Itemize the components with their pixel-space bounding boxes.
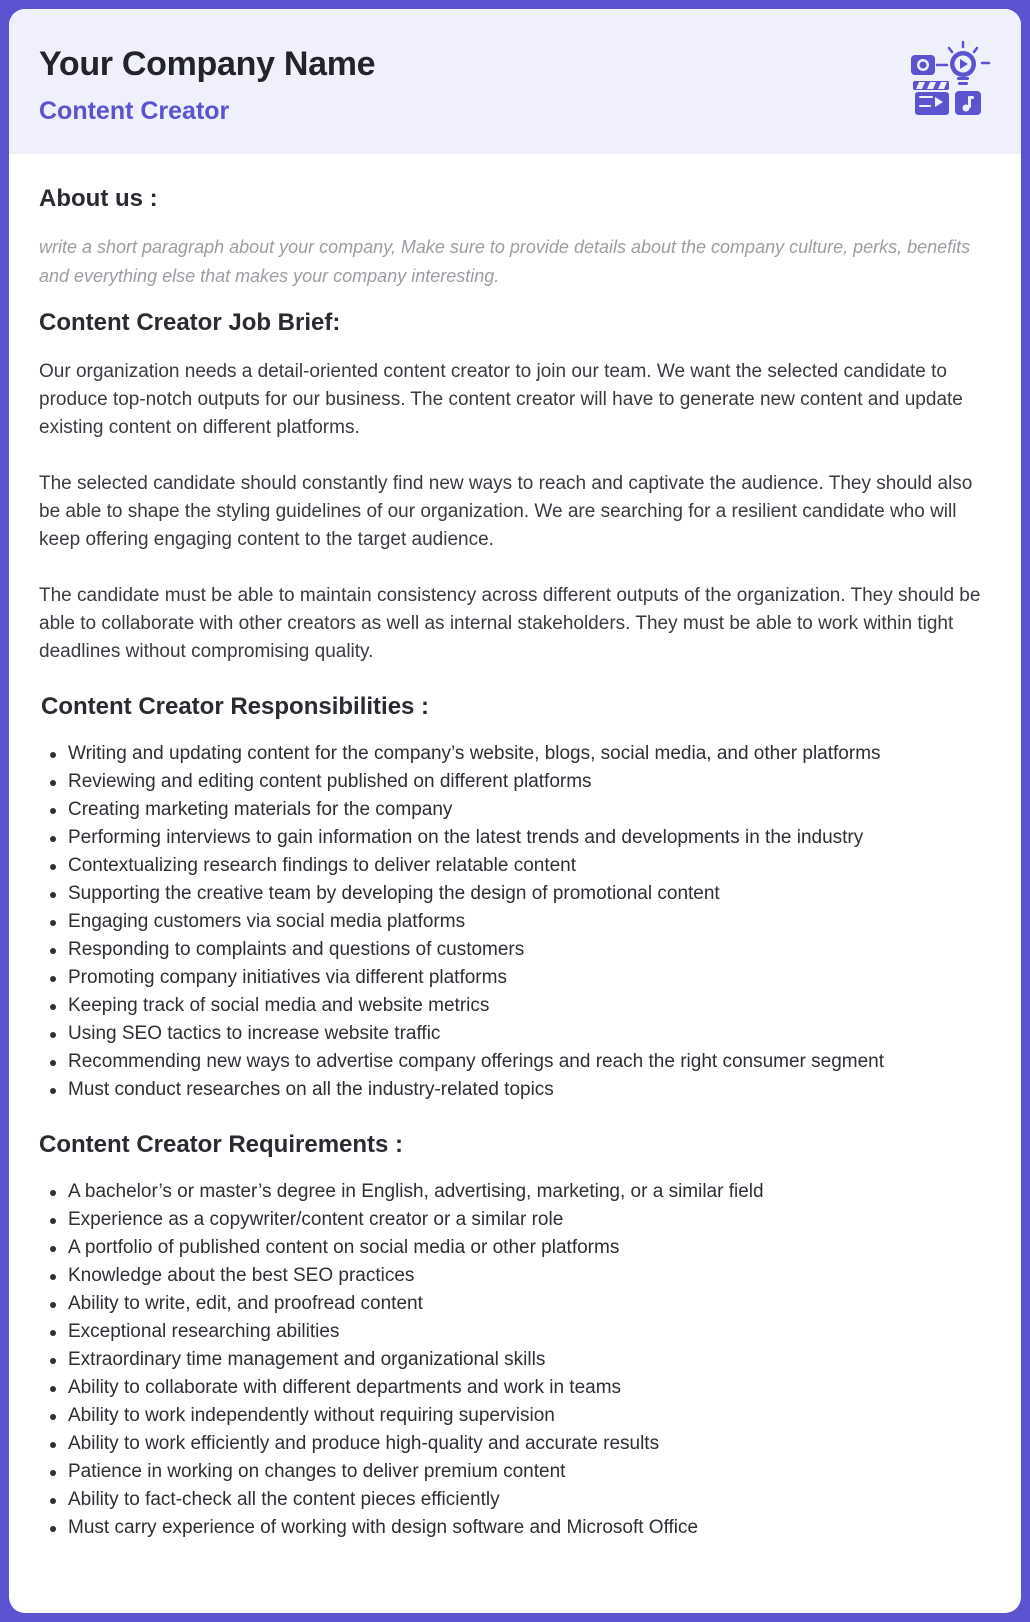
requirements-heading: Content Creator Requirements : — [39, 1131, 404, 1158]
list-item: Exceptional researching abilities — [39, 1318, 991, 1346]
content-creator-media-icon — [909, 39, 991, 121]
list-item: Recommending new ways to advertise company offerings and reach the right consumer segment — [39, 1048, 991, 1076]
list-item: Reviewing and editing content published on different platforms — [39, 768, 991, 796]
list-item: Patience in working on changes to deliver premium content — [39, 1458, 991, 1486]
list-item: A bachelor’s or master’s degree in English, advertising, marketing, or a similar field — [39, 1178, 991, 1206]
responsibilities-list — [39, 740, 991, 1104]
requirements-list — [39, 1178, 991, 1542]
about-heading: About us : — [39, 185, 158, 212]
list-item: Must conduct researches on all the industry-related topics — [39, 1076, 991, 1104]
job-description-card — [9, 9, 1021, 1613]
list-item: Knowledge about the best SEO practices — [39, 1262, 991, 1290]
list-item: Extraordinary time management and organizational skills — [39, 1346, 991, 1374]
responsibilities-heading: Content Creator Responsibilities : — [41, 693, 430, 720]
job-brief-paragraph: The candidate must be able to maintain consistency across different outputs of the organization. They should be able to collaborate with other creators as well as internal stakeholders. They must be able to work within tight deadlines without compromising quality. — [39, 585, 981, 662]
list-item: Writing and updating content for the company’s website, blogs, social media, and other platforms — [39, 740, 991, 768]
job-brief-paragraph: Our organization needs a detail-oriented content creator to join our team. We want the selected candidate to produce top-notch outputs for our business. The content creator will have to generate new content and update existing content on different platforms. — [39, 361, 963, 438]
list-item: Keeping track of social media and website metrics — [39, 992, 991, 1020]
job-brief — [39, 358, 991, 666]
job-title: Content Creator — [39, 97, 230, 125]
header — [9, 9, 1021, 154]
list-item: A portfolio of published content on social media or other platforms — [39, 1234, 991, 1262]
list-item: Engaging customers via social media platforms — [39, 908, 991, 936]
content — [9, 184, 1021, 1542]
list-item: Promoting company initiatives via different platforms — [39, 964, 991, 992]
list-item: Supporting the creative team by developing the design of promotional content — [39, 880, 991, 908]
list-item: Ability to work independently without requiring supervision — [39, 1402, 991, 1430]
list-item: Experience as a copywriter/content creator or a similar role — [39, 1206, 991, 1234]
list-item: Ability to fact-check all the content pieces efficiently — [39, 1486, 991, 1514]
list-item: Must carry experience of working with design software and Microsoft Office — [39, 1514, 991, 1542]
about-text: write a short paragraph about your company, Make sure to provide details about the company culture, perks, benefits and everything else that makes your company interesting. — [39, 237, 971, 286]
list-item: Creating marketing materials for the company — [39, 796, 991, 824]
list-item: Contextualizing research findings to deliver relatable content — [39, 852, 991, 880]
list-item: Ability to write, edit, and proofread content — [39, 1290, 991, 1318]
list-item: Ability to collaborate with different departments and work in teams — [39, 1374, 991, 1402]
company-name: Your Company Name — [39, 45, 376, 83]
job-brief-paragraph: The selected candidate should constantly find new ways to reach and captivate the audience. They should also be able to shape the styling guidelines of our organization. We are searching for a resilient candidate who will keep offering engaging content to the target audience. — [39, 473, 973, 550]
list-item: Ability to work efficiently and produce high-quality and accurate results — [39, 1430, 991, 1458]
list-item: Using SEO tactics to increase website traffic — [39, 1020, 991, 1048]
list-item: Responding to complaints and questions of customers — [39, 936, 991, 964]
job-brief-heading: Content Creator Job Brief: — [39, 309, 341, 336]
list-item: Performing interviews to gain information on the latest trends and developments in the industry — [39, 824, 991, 852]
